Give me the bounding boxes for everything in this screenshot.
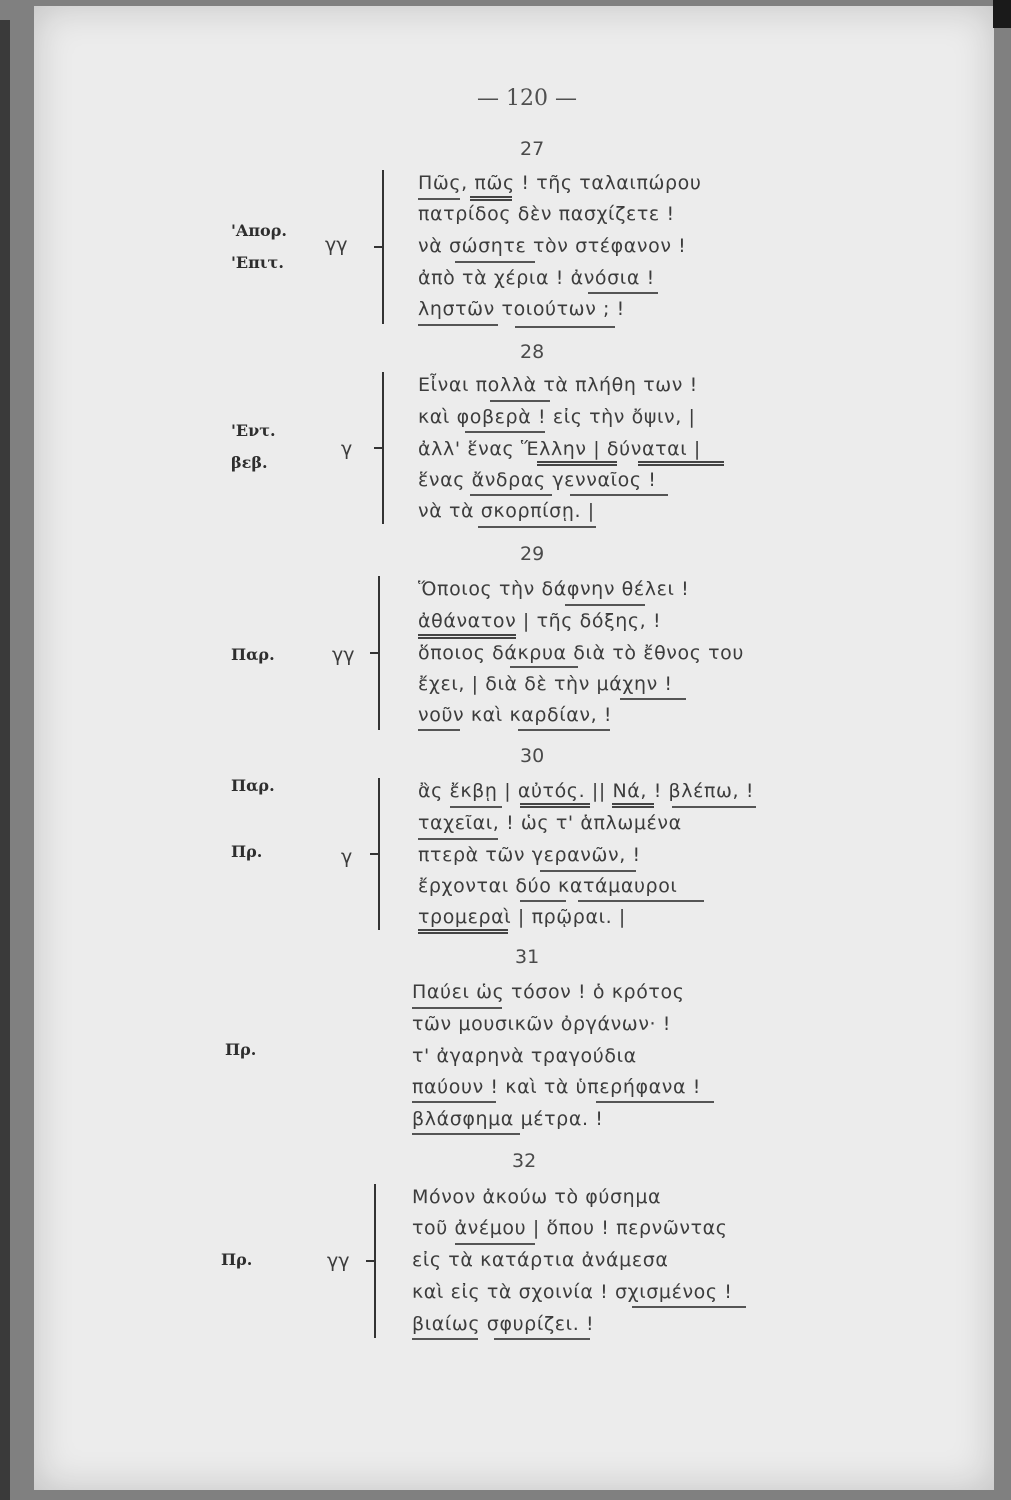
emphasis-double-underline bbox=[520, 803, 590, 808]
emphasis-underline bbox=[455, 261, 535, 263]
verse-line: παύουν ! καὶ τὰ ὑπερήφανα ! bbox=[412, 1076, 701, 1098]
verse-line: ἀπὸ τὰ χέρια ! ἀνόσια ! bbox=[418, 267, 655, 289]
emphasis-underline bbox=[455, 1243, 535, 1245]
verse-line: ἔχει, | διὰ δὲ τὴν μάχην ! bbox=[418, 673, 673, 695]
verse-line: ἀθάνατον | τῆς δόξης, ! bbox=[418, 610, 662, 632]
verse-line: ἕνας ἄνδρας γενναῖος ! bbox=[418, 469, 657, 491]
emphasis-underline bbox=[412, 1101, 496, 1103]
emphasis-underline bbox=[596, 1101, 714, 1103]
emphasis-double-underline bbox=[418, 929, 508, 934]
emphasis-underline bbox=[412, 1007, 502, 1009]
stanza-number: 30 bbox=[520, 745, 545, 767]
stanza-label: 'Επιτ. bbox=[231, 253, 284, 272]
verse-line: Μόνον ἀκούω τὸ φύσημα bbox=[412, 1186, 662, 1208]
emphasis-underline bbox=[418, 198, 460, 200]
emphasis-underline bbox=[418, 838, 498, 840]
stanza-number: 29 bbox=[520, 543, 545, 565]
emphasis-underline bbox=[565, 604, 645, 606]
stanza-number: 28 bbox=[520, 341, 545, 363]
emphasis-underline bbox=[418, 729, 460, 731]
verse-line: καὶ φοβερὰ ! εἰς τὴν ὄψιν, | bbox=[418, 406, 696, 428]
stanza-number: 27 bbox=[520, 138, 545, 160]
verse-line: ὅποιος δάκρυα διὰ τὸ ἔθνος του bbox=[418, 642, 744, 664]
verse-line: πτερὰ τῶν γερανῶν, ! bbox=[418, 844, 641, 866]
verse-line: ἀλλ' ἕνας Ἕλλην | δύναται | bbox=[418, 438, 701, 460]
verse-line: τ' ἀγαρηνὰ τραγούδια bbox=[412, 1045, 637, 1067]
emphasis-underline bbox=[588, 292, 658, 294]
emphasis-underline bbox=[418, 324, 498, 326]
stanza-brace bbox=[378, 576, 380, 730]
emphasis-underline bbox=[672, 806, 756, 808]
emphasis-double-underline bbox=[638, 461, 724, 466]
stanza-label: Πρ. bbox=[231, 842, 263, 861]
stanza-brace bbox=[378, 778, 380, 930]
emphasis-underline bbox=[470, 494, 552, 496]
emphasis-double-underline bbox=[537, 461, 617, 466]
stanza-label: Πρ. bbox=[221, 1250, 253, 1269]
emphasis-underline bbox=[570, 494, 668, 496]
verse-line: τρομεραὶ | πρῷραι. | bbox=[418, 906, 626, 928]
emphasis-underline bbox=[632, 1306, 746, 1308]
emphasis-underline bbox=[450, 806, 502, 808]
stanza-label: Παρ. bbox=[231, 645, 275, 664]
verse-line: νὰ τὰ σκορπίσῃ. | bbox=[418, 500, 595, 522]
verse-line: Πῶς, πῶς ! τῆς ταλαιπώρου bbox=[418, 172, 702, 194]
emphasis-underline bbox=[412, 1338, 478, 1340]
emphasis-underline bbox=[515, 326, 615, 328]
verse-line: τοῦ ἀνέμου | ὅπου ! περνῶντας bbox=[412, 1217, 728, 1239]
binding-edge bbox=[0, 20, 10, 1500]
rhyme-mark: γ bbox=[341, 438, 353, 460]
stanza-number: 31 bbox=[515, 946, 540, 968]
verse-line: βλάσφημα μέτρα. ! bbox=[412, 1108, 604, 1130]
emphasis-underline bbox=[490, 400, 550, 402]
verse-line: ταχεῖαι, ! ὡς τ' ἁπλωμένα bbox=[418, 812, 682, 834]
stanza-label: Παρ. bbox=[231, 776, 275, 795]
verse-line: Εἶναι πολλὰ τὰ πλήθη των ! bbox=[418, 374, 698, 396]
verse-line: τῶν μουσικῶν ὀργάνων· ! bbox=[412, 1013, 672, 1035]
verse-line: πατρίδος δὲν πασχίζετε ! bbox=[418, 203, 675, 225]
verse-line: νὰ σώσητε τὸν στέφανον ! bbox=[418, 235, 687, 257]
emphasis-double-underline bbox=[470, 196, 512, 201]
emphasis-underline bbox=[518, 729, 610, 731]
stanza-label: 'Εντ. bbox=[231, 421, 276, 440]
verse-line: ἔρχονται δύο κατάμαυροι bbox=[418, 875, 678, 897]
emphasis-underline bbox=[578, 900, 704, 902]
verse-line: καὶ εἰς τὰ σχοινία ! σχισμένος ! bbox=[412, 1281, 733, 1303]
rhyme-mark: γγ bbox=[327, 1250, 350, 1272]
verse-line: βιαίως σφυρίζει. ! bbox=[412, 1313, 595, 1335]
emphasis-underline bbox=[520, 900, 566, 902]
verse-line: ἂς ἔκβῃ | αὐτός. || Νά, ! βλέπω, ! bbox=[418, 780, 755, 802]
rhyme-mark: γγ bbox=[332, 644, 355, 666]
rhyme-mark: γγ bbox=[325, 234, 348, 256]
emphasis-underline bbox=[494, 1338, 590, 1340]
verse-line: ληστῶν τοιούτων ; ! bbox=[418, 298, 625, 320]
verse-line: Ὅποιος τὴν δάφνην θέλει ! bbox=[418, 578, 690, 600]
stanza-brace bbox=[382, 372, 384, 524]
stanza-label: βεβ. bbox=[231, 453, 268, 472]
emphasis-underline bbox=[510, 666, 578, 668]
emphasis-double-underline bbox=[612, 803, 654, 808]
emphasis-underline bbox=[540, 870, 636, 872]
verse-line: εἰς τὰ κατάρτια ἀνάμεσα bbox=[412, 1249, 669, 1271]
page-number: — 120 — bbox=[477, 86, 577, 111]
emphasis-underline bbox=[478, 526, 596, 528]
stanza-number: 32 bbox=[512, 1150, 537, 1172]
verse-line: νοῦν καὶ καρδίαν, ! bbox=[418, 704, 613, 726]
stanza-label: Πρ. bbox=[225, 1040, 257, 1059]
stanza-brace bbox=[382, 170, 384, 324]
emphasis-double-underline bbox=[418, 634, 516, 639]
emphasis-underline bbox=[465, 431, 545, 433]
verse-line: Παύει ὡς τόσον ! ὁ κρότος bbox=[412, 981, 685, 1003]
scan-corner bbox=[993, 0, 1011, 28]
rhyme-mark: γ bbox=[341, 846, 353, 868]
emphasis-underline bbox=[620, 698, 686, 700]
emphasis-underline bbox=[412, 1133, 520, 1135]
stanza-label: 'Απορ. bbox=[231, 221, 287, 240]
stanza-brace bbox=[374, 1184, 376, 1338]
